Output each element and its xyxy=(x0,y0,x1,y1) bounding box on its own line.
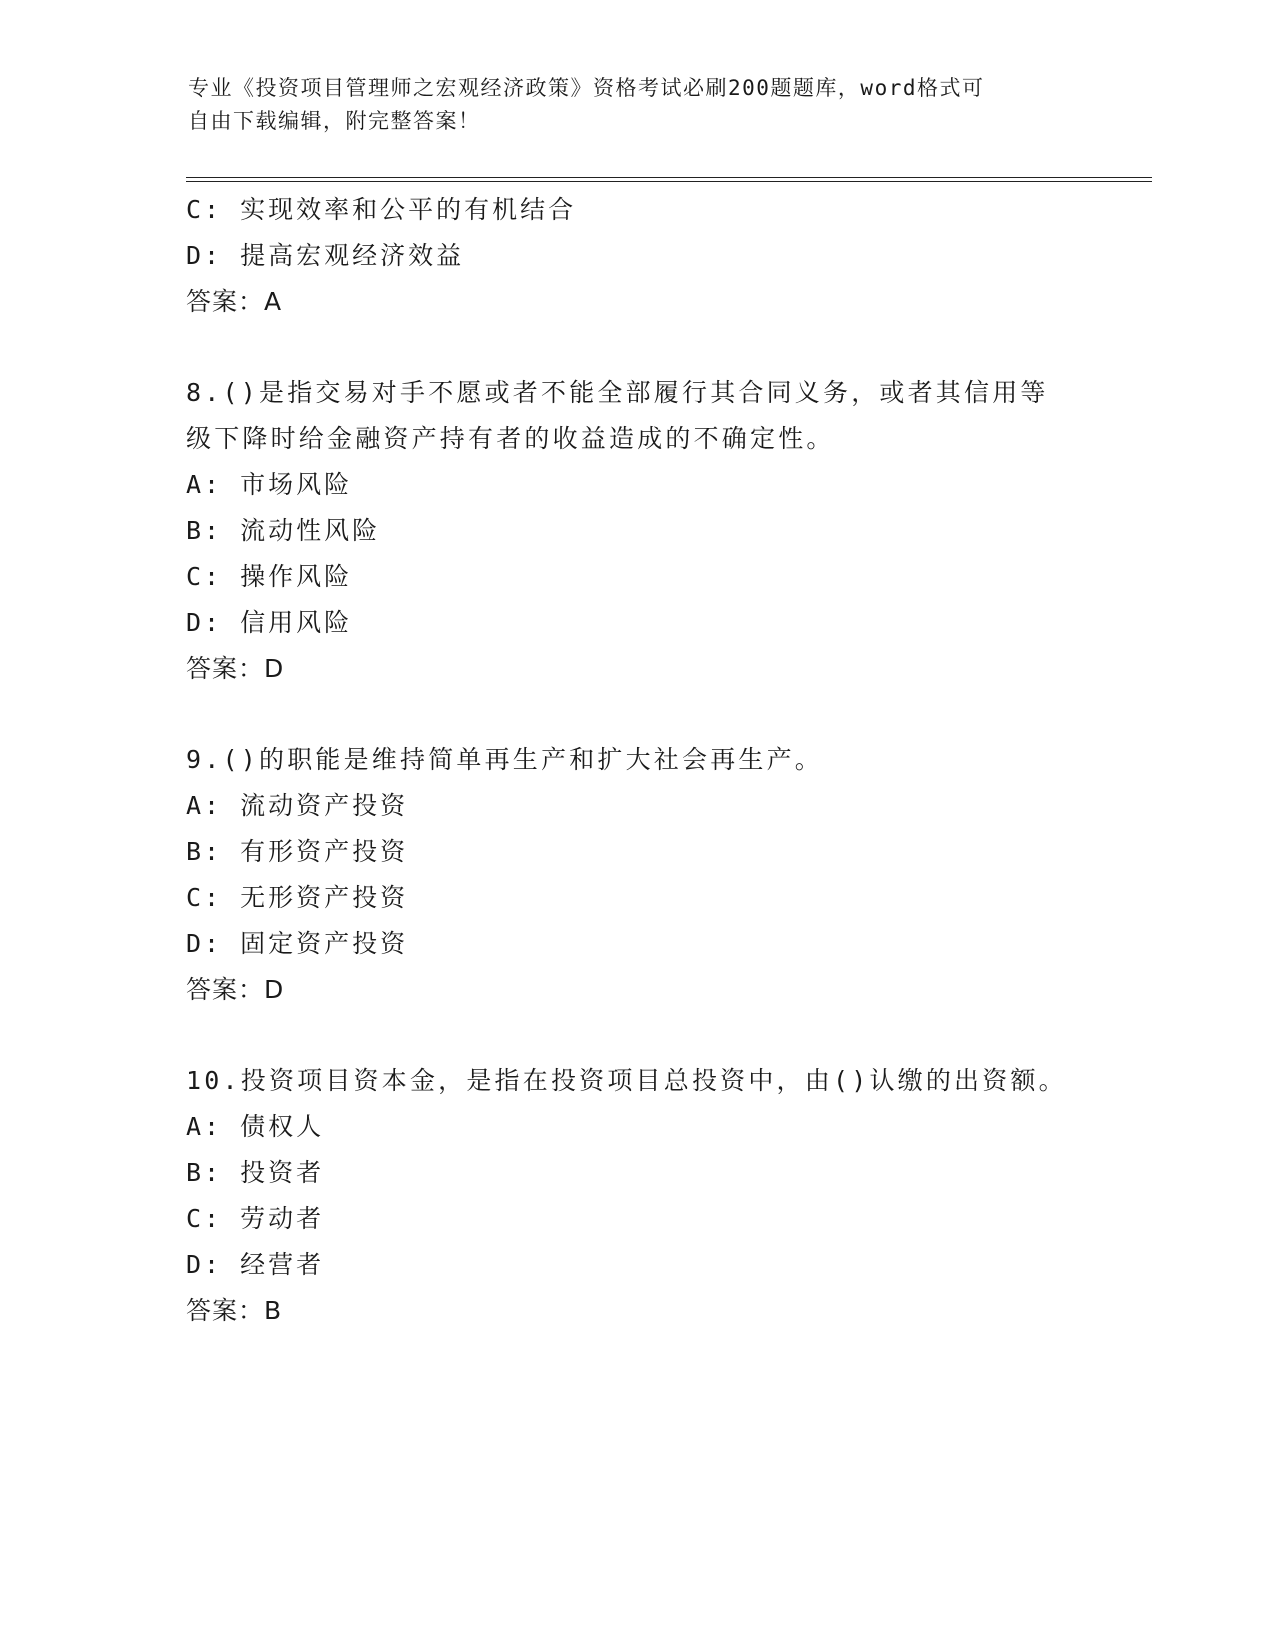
question-text-line: 10.投资项目资本金，是指在投资项目总投资中，由()认缴的出资额。 xyxy=(186,1066,1067,1095)
option-b: B: 投资者 xyxy=(186,1158,325,1187)
option-c: C: 操作风险 xyxy=(186,562,353,591)
answer-line: 答案：A xyxy=(186,287,283,316)
answer-line: 答案：B xyxy=(186,1296,283,1325)
option-c: C: 实现效率和公平的有机结合 xyxy=(186,195,577,224)
question-10 xyxy=(186,1058,1146,1334)
question-text-line: 8.()是指交易对手不愿或者不能全部履行其合同义务，或者其信用等 xyxy=(186,378,1049,407)
option-a: A: 市场风险 xyxy=(186,470,353,499)
option-a: A: 债权人 xyxy=(186,1112,325,1141)
spacer xyxy=(186,1013,1146,1058)
spacer xyxy=(186,692,1146,737)
header-line-2: 自由下载编辑，附完整答案！ xyxy=(188,109,481,133)
header-divider-bottom xyxy=(186,181,1152,182)
question-text xyxy=(186,737,1146,783)
option-c: C: 劳动者 xyxy=(186,1204,325,1233)
option-b: B: 流动性风险 xyxy=(186,516,381,545)
option-c: C: 无形资产投资 xyxy=(186,883,409,912)
answer-line: 答案：D xyxy=(186,654,285,683)
option-d: D: 经营者 xyxy=(186,1250,325,1279)
header-divider-top xyxy=(186,177,1152,178)
question-text xyxy=(186,1058,1146,1104)
option-d: D: 信用风险 xyxy=(186,608,353,637)
question-text-line: 9.()的职能是维持简单再生产和扩大社会再生产。 xyxy=(186,745,824,774)
spacer xyxy=(186,325,1146,370)
answer-line: 答案：D xyxy=(186,975,285,1004)
option-d: D: 固定资产投资 xyxy=(186,929,409,958)
question-9 xyxy=(186,737,1146,1013)
header-line-1: 专业《投资项目管理师之宏观经济政策》资格考试必刷200题题库，word格式可 xyxy=(188,76,985,100)
question-text-line: 级下降时给金融资产持有者的收益造成的不确定性。 xyxy=(186,424,835,453)
question-7-continuation xyxy=(186,187,1146,325)
question-8 xyxy=(186,370,1146,692)
option-b: B: 有形资产投资 xyxy=(186,837,409,866)
option-d: D: 提高宏观经济效益 xyxy=(186,241,465,270)
option-a: A: 流动资产投资 xyxy=(186,791,409,820)
question-text xyxy=(186,370,1146,462)
question-list xyxy=(186,187,1146,1334)
document-header xyxy=(188,72,1068,138)
